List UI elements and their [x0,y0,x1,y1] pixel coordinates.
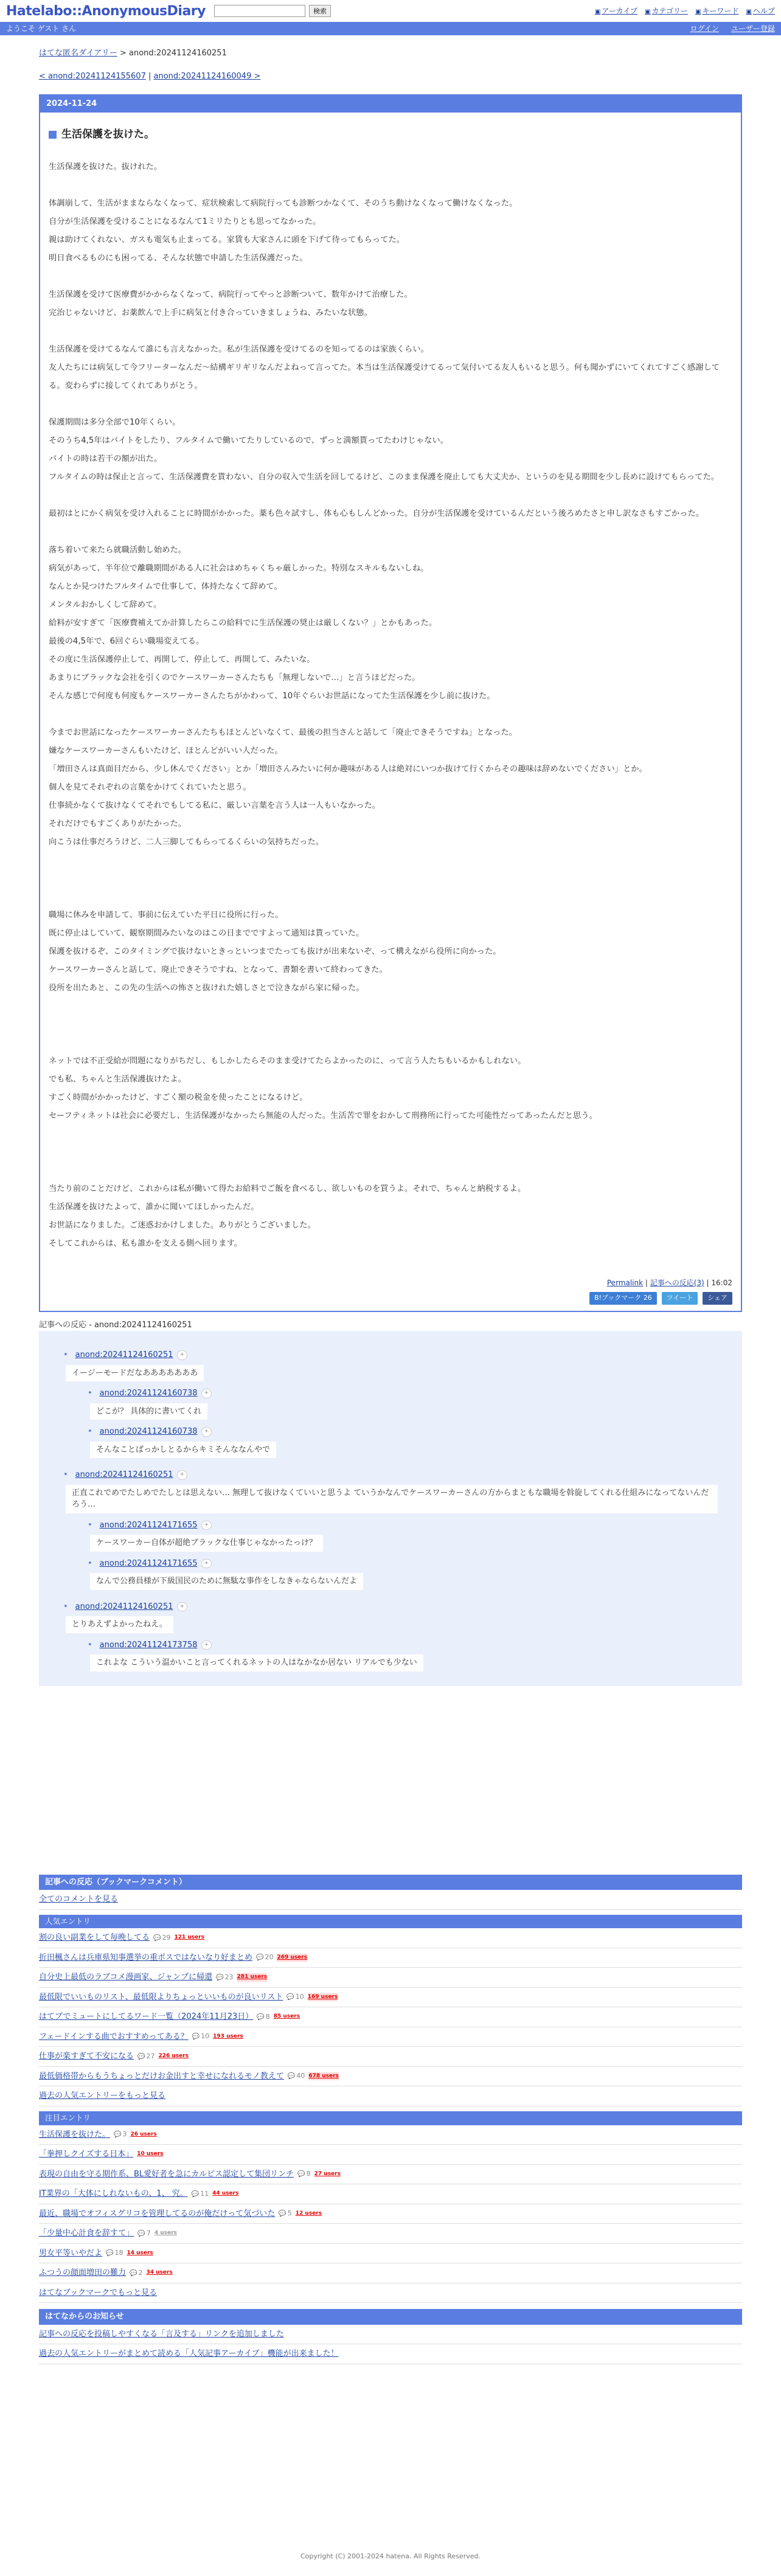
bookmark-count-value: 27 [146,2052,155,2060]
share-buttons [40,1292,741,1311]
comment-id-link[interactable]: • anond:20241124171655 [99,1520,198,1530]
comment-id-link[interactable]: • anond:20241124160251 [75,1350,173,1359]
bookmark-count-value: 40 [296,2072,305,2080]
entry-line: 今までお世話になったケースワーカーさんたちもほとんどいなくて、最後の担当さんと話して「廃止できそうですね」となった。 [49,728,518,737]
comment-text: なんで公務員様が下級国民のために無駄な事作をしなきゃならないんだよ [90,1573,363,1590]
entry-line: セーフティネットは社会に必要だし、生活保護がなかったら無能の人だった。生活苦で罪をおかして刑務所に行ってた可能性だってあったんだと思う。 [49,1111,597,1120]
comment-tree-toggle-icon[interactable]: + [177,1602,188,1612]
entry-line: あまりにブラックな会社を引くのでケースワーカーさんたちも「無理しないで…」と言うほどだった。 [49,673,420,682]
bookmark-count-value: 8 [306,2170,311,2178]
entry-line: でも私、ちゃんと生活保護抜けたよ。 [49,1075,187,1084]
entry-footer [40,1271,741,1292]
entry-paragraph [49,541,732,706]
topnav-link[interactable] [595,5,637,16]
comment-bubble-icon: 💬 [279,2210,286,2217]
notice-row [39,2344,742,2364]
entry-line: 保護期間は多分全部で10年くらい。 [49,418,181,427]
entry-line: その度に生活保護停止して、再開して、停止して、再開して、みたいな。 [49,655,315,664]
comment-header [88,1426,718,1438]
breadcrumb-current: anond:20241124160251 [129,49,227,58]
comment [63,1349,718,1381]
footer-copyright: Copyright (C) 2001-2024 hatena. All Rights Reserved. [300,2552,481,2560]
comment-header [88,1558,718,1570]
bookmark-count [192,2189,209,2199]
noteworthy-more-row [39,2283,742,2303]
comment [88,1639,718,1672]
comment-bubble-icon: 💬 [192,2033,200,2041]
facebook-share-button[interactable]: シェア [703,1292,732,1305]
comment-id-link[interactable]: • anond:20241124171655 [99,1558,198,1568]
comment-bubble-icon: 💬 [297,2171,305,2178]
entry-line: 「増田さんは真面目だから、少し休んでください」とか「増田さんみたいに何か趣味がある人は絶対にいつか抜けて行くからその趣味は辞めないでください」とか。 [49,765,647,774]
bookmark-count [137,2229,150,2239]
entry-paragraph [49,286,732,322]
entry-line: 当たり前のことだけど、これからは私が働いて得たお給料でご飯を食べるし、欲しいものを買うよ。それで、ちゃんと納税するよ。 [49,1184,526,1193]
entry-paragraph [49,906,732,998]
users-count[interactable]: 27 users [314,2170,341,2177]
comment-header [63,1469,718,1481]
breadcrumb [39,47,742,60]
entry-paragraph [49,158,732,176]
noteworthy-entry-link[interactable]: 「少量中心計食を辞すて」 [39,2229,134,2238]
entry-line [49,1016,732,1034]
entry-line [49,1144,732,1162]
topnav-link[interactable] [746,5,775,16]
search-form [214,5,331,17]
comment-tree-toggle-icon[interactable]: + [177,1350,188,1360]
comment-tree-toggle-icon[interactable]: + [201,1427,212,1437]
notice-link[interactable]: 記事への反応を投稿しやすくなる「言及する」リンクを追加しました [39,2329,284,2339]
entry-line: フルタイムの時は保止と言って、生活保護費を貰わない、自分の収入で生活を回してるけど、このまま保護を廃止しても大丈夫か、というのを見る期間を少し長めに設けてもらってた。 [49,473,720,482]
responses-link[interactable]: 記事への反応(3) [650,1279,704,1287]
comment-id-link[interactable]: • anond:20241124160251 [75,1602,173,1611]
comment-header [88,1519,718,1532]
users-count[interactable]: 26 users [130,2131,157,2137]
entry-row [39,2145,742,2165]
topnav-link[interactable] [645,5,688,16]
entry-row [39,1928,742,1948]
entry-paragraph [49,195,732,268]
noteworthy-heading: 注目エントリ [39,2111,742,2125]
all-comments-row [39,1890,742,1910]
entry-row [39,2067,742,2087]
tweet-button[interactable]: ツイート [662,1292,698,1305]
comment-tree-toggle-icon[interactable]: + [201,1521,212,1530]
entry-line: そのうち4,5年はバイトをしたり、フルタイムで働いてたりしているので、ずっと満額貰ってたわけじゃない。 [49,436,449,445]
users-count[interactable]: 269 users [277,1954,307,1962]
entry-row [39,2125,742,2145]
all-comments-link[interactable]: 全てのコメントを見る [39,1895,119,1904]
bookmark-count-value: 5 [287,2209,292,2217]
comment [63,1601,718,1633]
noteworthy-entry-link[interactable]: IT業界の「大体にしれないもの、1、 究。 [39,2189,188,2198]
notice-link[interactable]: 過去の人気エントリーがまとめて読める「人気記事アーカイブ」機能が出来ました！ [39,2349,339,2358]
entry-line: 友人たちには病気して今フリーターなんだ〜結構ギリギリなんだよねって言ってた。本当は生活保護受けてるって気付いてる友人もいると思う。何も聞かずにいてくれてすごく感謝してる。変わらずに接してくれてありがとう。 [49,363,720,391]
popular-heading: 人気エントリ [39,1915,742,1929]
bookmark-count [297,2169,310,2179]
comment-text: ケースワーカー自体が超絶ブラックな仕事じゃなかったっけ？ [90,1535,323,1552]
entry-title [49,127,732,143]
users-count[interactable]: 678 users [308,2072,339,2081]
comment-id-link[interactable]: • anond:20241124160738 [99,1427,198,1436]
comment [88,1426,718,1458]
entry-paragraph [49,505,732,523]
comment-text: とりあえずよかったねえ。 [66,1616,173,1633]
breadcrumb-home[interactable]: はてな匿名ダイアリー [39,49,117,58]
topnav-label: キーワード [702,7,739,15]
comment-bubble-icon: 💬 [106,2250,114,2257]
spacer [39,1686,742,1869]
login-link[interactable]: ログイン [690,24,719,33]
noteworthy-more-link[interactable]: はてなブックマークでもっと見る [39,2288,158,2297]
entry-line: 給料が安すぎて「医療費補えてか計算したらこの給料でに生活保護の奨止は厳しくない？」とかもあった。 [49,619,437,628]
entry-line: 既に停止はしていて、観察期間みたいなのはこの日までですよって通知は貰っていた。 [49,929,364,938]
entry-line [49,870,732,888]
entry-line: 最初はとにかく病気を受け入れることに時間がかかった。薬も色々試すし、体も心もしんどかった。自分が生活保護を受けているんだという後ろめたさと申し訳なさもすごかった。 [49,509,704,518]
nav-square-icon: ▣ [645,9,651,15]
entry-line: すごく時間がかかったけど、すごく額の税金を使ったことになるけど。 [49,1093,308,1102]
bookmark-count [137,2052,154,2062]
users-count[interactable]: 14 users [127,2249,153,2256]
bookmark-button[interactable]: B!ブックマーク 26 [589,1292,657,1305]
comment-text: 正直これでめでたしめでたしとは思えない… 無理して抜けなくていいと思うよ ていうかなんでケースワーカーさんの方からまともな職場を斡旋してくれる仕組みになってないんだろう… [66,1485,718,1513]
comment-bubble-icon: 💬 [257,2013,265,2021]
notice-list [39,2325,742,2364]
entry-line: 病気があって、半年位で離職期間がある人に社会はめちゃくちゃ厳しかった。特別なスキルもないしね。 [49,564,429,573]
comment-tree-toggle-icon[interactable]: + [201,1389,212,1398]
entry-line: 体調崩して、生活がままならなくなって、症状検索して病院行っても診断つかなくて、そのうち動けなくなって働けなくなった。 [49,199,518,208]
users-count[interactable]: 10 users [137,2151,164,2157]
entry-line: そんな感じで何度も何度もケースワーカーさんたちがかわって、10年ぐらいお世話になってた生活保護を少し前に抜けた。 [49,692,495,701]
entry-paragraph [49,724,732,852]
entry-paragraph [49,870,732,888]
entry-line: ネットでは不正受給が問題になりがちだし、もしかしたらそのまま受けてたらよかったのに、って言う人たちもいるかもしれない。 [49,1057,526,1066]
entry [39,94,742,1312]
entry-line: 最後の4,5年で、6回ぐらい職場変えてる。 [49,637,204,646]
search-button[interactable]: 検索 [309,5,331,17]
entry-row [39,1948,742,1968]
entry-row [39,2184,742,2204]
register-link[interactable]: ユーザー登録 [731,24,775,33]
popular-entry-link[interactable]: 最低価格帯からもうちょっとだけお金出すと幸せになれるモノ教えて [39,2071,284,2081]
comment-text: どこが？ 具体的に書いてくれ [90,1403,207,1420]
bookmark-count [106,2248,123,2258]
users-count[interactable]: 121 users [174,1934,205,1941]
notice-row [39,2325,742,2345]
entry-line: 生活保護を抜けたよって、誰かに聞いてほしかったんだ。 [49,1203,259,1212]
comment [63,1469,718,1513]
bookmark-comments-heading: 記事への反応（ブックマークコメント） [39,1875,742,1890]
prevnext-sep: | [145,71,154,81]
entry-line: バイトの時は若干の額が出た。 [49,454,162,463]
entry-line: 保護を抜けるぞ、このタイミングで抜けないときっといつまでたっても抜けが出来ないぞ、って構えながら役所に向かった。 [49,947,501,956]
noteworthy-entry-link[interactable]: ふつうの顔面増田の難力 [39,2268,127,2277]
entry-row [39,2224,742,2244]
welcome-text: ようこそ ゲスト さん [6,24,77,33]
popular-list [39,1928,742,2086]
comment-tree-toggle-icon[interactable]: + [201,1640,212,1650]
top-nav [595,5,775,16]
entry-line: 向こうは仕事だろうけど、二人三脚してもらってるくらいの気持ちだった。 [49,838,324,847]
entry-paragraph [49,341,732,395]
comment-bubble-icon: 💬 [191,2190,200,2198]
entry-line: 生活保護を抜けた。抜けれた。 [49,162,162,172]
comment-bubble-icon: 💬 [114,2131,122,2138]
entry-paragraph [49,1144,732,1162]
entry-row [39,2244,742,2264]
bookmark-count-value: 2 [138,2268,143,2277]
nav-square-icon: ▣ [695,9,701,15]
entry-line: お世話になりました。ご迷惑おかけしました。ありがとうございました。 [49,1221,316,1230]
noteworthy-entry-link[interactable]: 「拳押しクイズする日本」 [39,2150,134,2159]
entry-paragraph [49,1180,732,1253]
bookmark-count-value: 8 [265,2012,270,2021]
next-entry-link[interactable]: anond:20241124160049 > [153,71,261,81]
prev-entry-link[interactable]: < anond:20241124155607 [39,71,146,81]
popular-entry-link[interactable]: はてブでミュートにしてるワード一覧（2024年11月23日） [39,2012,254,2022]
comment-text: イージーモードだなあああああああ [66,1365,204,1382]
bookmark-count [279,2209,291,2219]
user-bar [0,22,781,35]
entry-line: 生活保護を受けてるなんて誰にも言えなかった。私が生活保護を受けてるのを知ってるのは家族くらい。 [49,345,429,354]
responses-heading: 記事への反応 - anond:20241124160251 [39,1320,192,1330]
users-count[interactable]: 193 users [213,2033,243,2040]
users-count[interactable]: 169 users [308,1993,338,2002]
comment-text: そんなことばっかしとるからキミそんななんやで [90,1442,276,1459]
entry-line: ケースワーカーさんと話して、廃止できそうですね、となって、書類を書いて終わってきた。 [49,965,387,974]
entry-line: 個人を見てそれぞれの言葉をかけてくれていたと思う。 [49,783,251,792]
bookmark-count-value: 7 [146,2229,151,2237]
comment-tree-toggle-icon[interactable]: + [201,1559,212,1569]
users-count[interactable]: 85 users [273,2013,300,2020]
noteworthy-list [39,2125,742,2283]
comment-id-link[interactable]: • anond:20241124160251 [75,1470,173,1479]
popular-entry-link[interactable]: 自分史上最低のラブコメ漫画家、ジャンプに帰還 [39,1973,213,1982]
bookmark-count [288,2071,305,2081]
bookmark-count [257,2012,269,2022]
notice-heading: はてなからのお知らせ [39,2309,742,2325]
nav-square-icon: ▣ [594,9,601,15]
users-count[interactable]: 12 users [295,2210,322,2217]
bookmark-count [216,1973,233,1983]
entry-line: 嫌なケースワーカーさんもいたけど、ほとんどがいい人だった。 [49,746,283,755]
popular-entry-link[interactable]: 仕事が楽すぎて不安になる [39,2052,134,2061]
entry-line: メンタルおかしくして辞めて。 [49,600,162,609]
noteworthy-entry-link[interactable]: 生活保護を抜けた。 [39,2130,111,2139]
noteworthy-entry-link[interactable]: 表現の自由を守る期作系、BL愛好者を急にカルピス認定して集団リンチ [39,2169,294,2179]
comment [88,1558,718,1590]
popular-more-link[interactable]: 過去の人気エントリーをもっと見る [39,2091,166,2101]
comment-bubble-icon: 💬 [256,1954,264,1962]
entry-time: | 16:02 [704,1279,732,1287]
entry-line: そしてこれからは、私も誰かを支える側へ回ります。 [49,1239,243,1248]
comment-bubble-icon: 💬 [286,1994,294,2001]
entry-row [39,2263,742,2283]
comment-bubble-icon: 💬 [287,2073,296,2080]
comment [88,1387,718,1420]
entry-line: 職場に休みを申請して、事前に伝えていた平日に役所に行った。 [49,911,283,920]
site-logo[interactable]: Hatelabo::AnonymousDiary [6,3,206,19]
users-count[interactable]: 4 users [154,2230,177,2236]
comment [88,1519,718,1552]
bookmark-count-value: 29 [162,1933,171,1942]
nav-square-icon: ▣ [746,9,752,15]
bookmark-count-value: 3 [122,2130,127,2138]
popular-entry-link[interactable]: 割の良い副業をして毎晩してる [39,1933,150,1943]
prev-next-nav [39,71,742,83]
bookmark-count-value: 10 [201,2032,210,2041]
entry-line: それだけでもすごくありがたかった。 [49,819,187,828]
entry-row [39,1988,742,2008]
comment-id-link[interactable]: • anond:20241124173758 [99,1640,198,1650]
entry-line: 生活保護を受けて医療費がかからなくなって、病院行ってやっと診断ついて、数年かけて治療した。 [49,290,412,299]
breadcrumb-sep: > [117,49,130,58]
entry-line: 仕事続かなくて抜けなくてそれでもしてる私に、厳しい言葉を言う人は一人もいなかった。 [49,801,381,810]
noteworthy-entry-link[interactable]: 最近、職場でオフィスグリコを管理してるのが俺だけって気づいた [39,2209,276,2218]
comment-header [63,1349,718,1361]
entry-line: 親は助けてくれない、ガスも電気も止まってる。家賃も大家さんに頭を下げて待ってもらってた。 [49,235,405,245]
responses-tree [39,1331,742,1686]
users-count[interactable]: 34 users [146,2269,173,2276]
entry-line: 落ち着いて来たら就職活動し始めた。 [49,546,187,555]
entry-row [39,2165,742,2185]
entry-line: 明日食べるものにも困ってる、そんな状態で申請した生活保護だった。 [49,254,308,263]
entry-line: なんとか見つけたフルタイムで仕事して、体持たなくて辞めて。 [49,582,282,591]
bookmark-count [153,1933,170,1943]
popular-entry-link[interactable]: 折田楓さんは兵庫県知事選挙の重ポスではないなり好まとめ [39,1953,253,1962]
topnav-label: カテゴリー [651,7,689,15]
entry-row [39,2007,742,2027]
entry-row [39,1968,742,1988]
users-count[interactable]: 281 users [237,1973,268,1982]
permalink-link[interactable]: Permalink [606,1279,644,1287]
entry-title-text[interactable]: 生活保護を抜けた。 [61,128,154,141]
popular-entry-link[interactable]: フェードインする曲でおすすめってある？ [39,2032,189,2041]
entry-paragraph [49,1052,732,1125]
comment-header [63,1601,718,1613]
comment-bubble-icon: 💬 [153,1934,161,1942]
noteworthy-entry-link[interactable]: 男女平等いやだよ [39,2248,103,2258]
entry-line: 自分が生活保護を受けることになるなんて1ミリたりとも思ってなかった。 [49,217,321,226]
footer-sep: | [643,1279,650,1287]
top-bar [0,0,781,22]
popular-entry-link[interactable]: 最低限でいいものリスト、最低限よりちょっといいものが良いリスト [39,1992,283,2002]
entry-body [40,158,741,1253]
bookmark-count-value: 23 [224,1973,234,1981]
bookmark-count [130,2268,142,2279]
topnav-link[interactable] [695,5,738,16]
bookmark-count [286,1992,304,2002]
main-content [39,47,742,2364]
bookmark-count-value: 18 [114,2249,123,2257]
topnav-label: アーカイブ [602,7,638,15]
comment-bubble-icon: 💬 [137,2053,145,2060]
comment-bubble-icon: 💬 [216,1974,224,1981]
comment-header [88,1387,718,1400]
title-square-icon [49,131,57,139]
search-input[interactable] [214,5,305,17]
users-count[interactable]: 226 users [158,2053,189,2060]
comment-text: これよな こういう温かいこと言ってくれるネットの人はなかなか居ない リアルでも少ない [90,1654,423,1672]
entry-row [39,2204,742,2224]
entry-row [39,2027,742,2047]
entry-date: 2024-11-24 [40,95,741,113]
comment-header [88,1639,718,1651]
bookmark-count-value: 11 [200,2189,209,2198]
bookmark-count-value: 10 [295,1993,304,2001]
entry-paragraph [49,414,732,487]
entry-row [39,2047,742,2067]
comment-id-link[interactable]: • anond:20241124160738 [99,1389,198,1398]
entry-line: 役所を出たあと、この先の生活への怖さと抜けれた嬉しさとで泣きながら家に帰った。 [49,984,364,993]
comment-bubble-icon: 💬 [130,2269,137,2277]
bookmark-count [192,2032,209,2042]
bookmark-count-value: 20 [265,1953,274,1962]
popular-more-row [39,2086,742,2106]
comment-bubble-icon: 💬 [137,2230,145,2237]
comment-tree-toggle-icon[interactable]: + [177,1470,188,1480]
entry-paragraph [49,1016,732,1034]
bookmark-count [114,2130,127,2140]
bookmark-count [256,1953,273,1963]
entry-line: 完治じゃないけど、お薬飲んで上手に病気と付き合っていきましょうね、みたいな状態。 [49,308,372,318]
users-count[interactable]: 44 users [212,2190,239,2196]
topnav-label: ヘルプ [752,7,775,15]
